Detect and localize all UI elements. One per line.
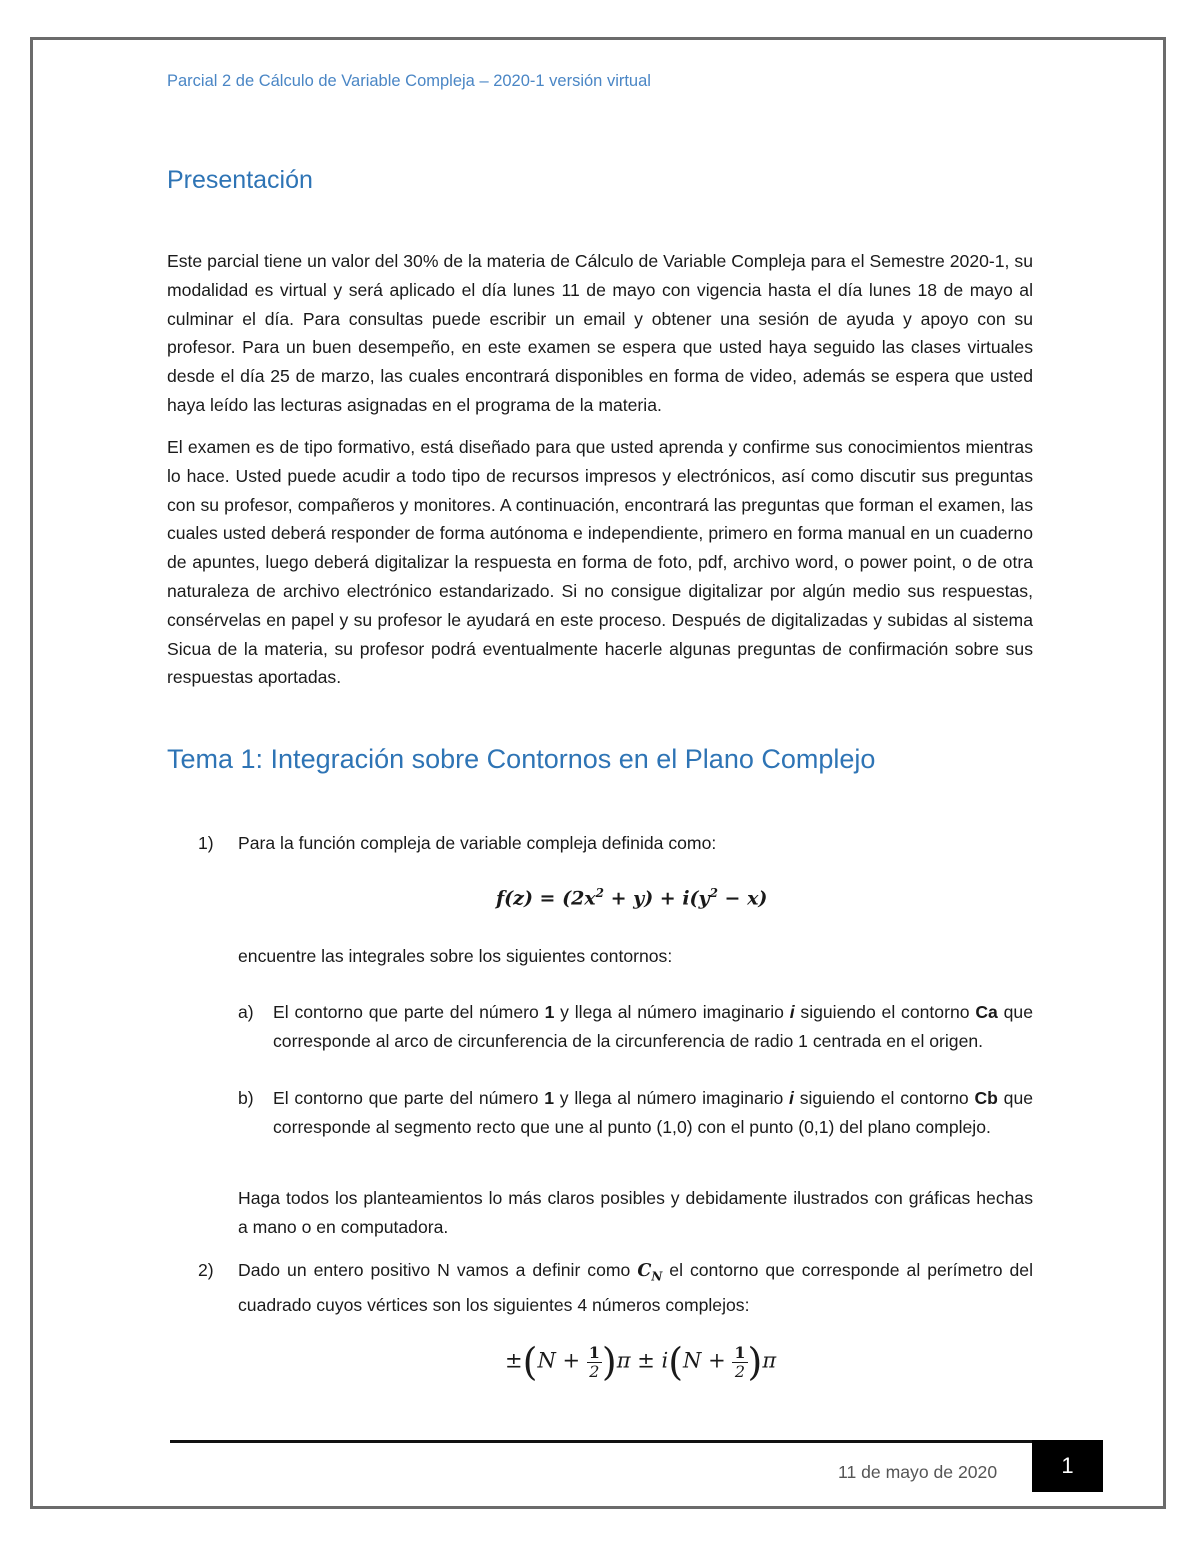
question-2-text-2: el contorno que corresponde al perímetro del cuadrado cuyos vértices son los siguientes 4 números complejos: [238, 1260, 1033, 1316]
formula-rhs: − x) [717, 887, 768, 910]
formula-paren-close-1: ) [601, 1340, 617, 1384]
paragraph-intro: Este parcial tiene un valor del 30% de la materia de Cálculo de Variable Compleja para el Semestre 2020-1, su modalidad es virtual y será aplicado el día lunes 11 de mayo con vigencia hasta el día lunes 18 de mayo al culminar el día. Para consultas puede escribir un email y obtener una sesión de ayuda y apoyo con su profesor. Para un buen desempeño, en este examen se espera que usted haya seguido las clases virtuales desde el día 25 de marzo, las cuales encontrará disponibles en forma de video, además se espera que usted haya leído las lecturas asignadas en el programa de la materia. [167, 251, 1033, 415]
formula-fraction-1 [587, 1344, 602, 1381]
sub-item-a-text-1: El contorno que parte del número [273, 1002, 545, 1022]
formula-exponent-1: 2 [595, 886, 604, 900]
sub-item-label-a: a) [238, 1002, 254, 1022]
formula-paren-open-1: ( [522, 1340, 538, 1384]
sub-item-b-bold-1: 1 [544, 1088, 555, 1108]
sub-item-a-contour: Ca [975, 1002, 998, 1022]
formula-lhs: f(z) = (2x [496, 887, 596, 910]
page-number: 1 [1032, 1440, 1103, 1492]
sub-item-b-text-1: El contorno que parte del número [273, 1088, 545, 1108]
paragraph-instructions: El examen es de tipo formativo, está diseñado para que usted aprenda y confirme sus conocimientos mientras lo hace. Usted puede acudir a todo tipo de recursos impresos y electrónicos, así como discutir sus preguntas con su profesor, compañeros y monitores. A continuación, encontrará las preguntas que forman el examen, las cuales usted deberá responder de forma autónoma e independiente, primero en forma manual en un cuaderno de apuntes, luego deberá digitalizar la respuesta en forma de foto, pdf, archivo word, o power point, o de otra naturaleza de archivo electrónico estandarizado. Si no consigue digitalizar por algún medio sus respuestas, consérvelas en papel y su profesor le ayudará en este proceso. Después de digitalizadas y subidas al sistema Sicua de la materia, su profesor podrá eventualmente hacerle algunas preguntas de confirmación sobre sus respuestas aportadas. [167, 437, 1033, 688]
sub-item-b-text-2: y llega al número imaginario [554, 1088, 790, 1108]
fraction-2-denominator: 2 [734, 1361, 746, 1381]
formula-exponent-2: 2 [709, 886, 718, 900]
contour-symbol-sub: N [651, 1269, 663, 1284]
question-number-1: 1) [198, 833, 214, 853]
formula-vertices [505, 1340, 776, 1400]
contour-symbol [637, 1260, 663, 1284]
sub-item-a-bold-1: 1 [544, 1002, 555, 1022]
sub-item-b-contour: Cb [974, 1088, 998, 1108]
sub-item-b-text-3: siguiendo el contorno [793, 1088, 975, 1108]
footer-rule [170, 1440, 1103, 1443]
formula-fraction-2 [732, 1344, 747, 1381]
formula-vertices-n1: N + [537, 1348, 581, 1373]
sub-item-b-text-4: que corresponde al segmento recto que une al punto (1,0) con el punto (0,1) del plano complejo. [273, 1088, 1034, 1137]
fraction-1-denominator: 2 [589, 1361, 600, 1381]
formula-vertices-pi-pm-i: π ± i [616, 1348, 669, 1373]
section-heading-tema1: Tema 1: Integración sobre Contornos en el Plano Complejo [167, 744, 876, 774]
sub-item-b-bold-i: i [789, 1088, 794, 1108]
section-heading-presentacion: Presentación [167, 166, 313, 194]
question-2-text [238, 1256, 1033, 1320]
contour-symbol-letter: C [637, 1260, 652, 1281]
formula-vertices-n2: N + [683, 1348, 726, 1373]
question-1-intro: Para la función compleja de variable compleja definida como: [238, 833, 717, 853]
fraction-2-numerator: 1 [734, 1342, 746, 1362]
question-1-followup: encuentre las integrales sobre los siguientes contornos: [238, 946, 673, 966]
question-1-note: Haga todos los planteamientos lo más claros posibles y debidamente ilustrados con gráficas hechas a mano o en computadora. [238, 1188, 1033, 1237]
footer-date: 11 de mayo de 2020 [838, 1462, 998, 1482]
question-number-2: 2) [198, 1260, 214, 1280]
formula-mid: + y) + i(y [604, 887, 710, 910]
sub-item-a-text-2: y llega al número imaginario [554, 1002, 790, 1022]
sub-item-a [273, 998, 1033, 1056]
question-2-text-1: Dado un entero positivo N vamos a definir como [238, 1260, 638, 1280]
formula-paren-open-2: ( [668, 1340, 684, 1384]
document-header: Parcial 2 de Cálculo de Variable Compleja – 2020-1 versión virtual [167, 72, 651, 90]
sub-item-b [273, 1084, 1033, 1142]
formula-vertices-pi: π [762, 1348, 777, 1373]
sub-item-a-text-3: siguiendo el contorno [794, 1002, 976, 1022]
sub-item-a-bold-i: i [789, 1002, 795, 1022]
fraction-1-numerator: 1 [588, 1342, 600, 1362]
formula-paren-close-2: ) [747, 1340, 763, 1384]
formula-f-z [496, 886, 767, 909]
sub-item-a-text-4: que corresponde al arco de circunferencia de la circunferencia de radio 1 centrada en el origen. [273, 1002, 1033, 1051]
sub-item-label-b: b) [238, 1088, 254, 1108]
formula-vertices-pm: ± [505, 1348, 523, 1373]
